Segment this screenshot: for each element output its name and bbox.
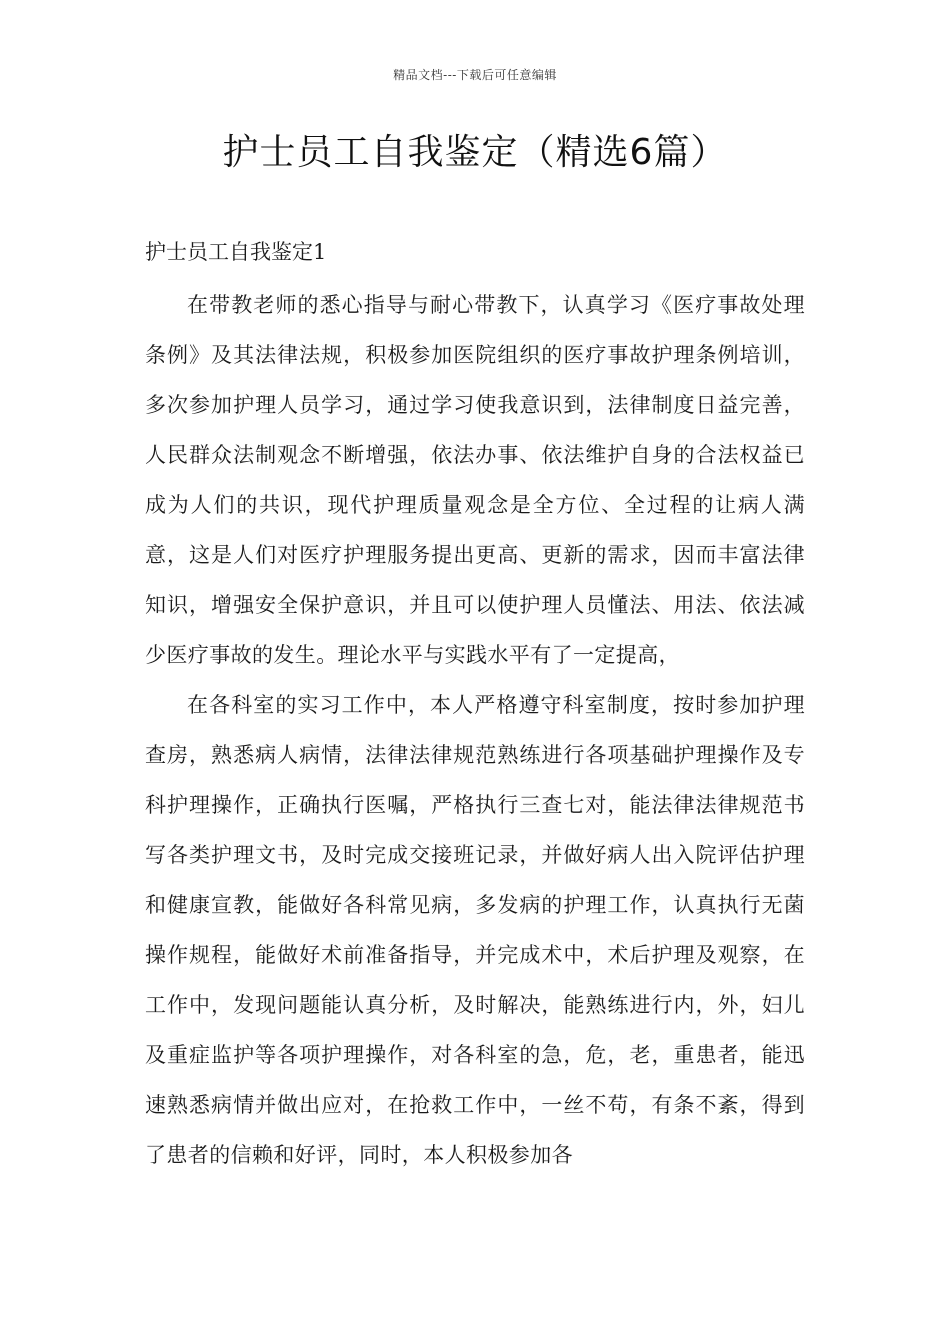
document-title: 护士员工自我鉴定（精选6篇） (222, 132, 728, 173)
paragraph: 在带教老师的悉心指导与耐心带教下，认真学习《医疗事故处理条例》及其法律法规，积极参加医院组织的医疗事故护理条例培训，多次参加护理人员学习，通过学习使我意识到，法律制度日益完善，人民群众法制观念不断增强，依法办事、依法维护自身的合法权益已成为人们的共识，现代护理质量观念是全方位、全过程的让病人满意，这是人们对医疗护理服务提出更高、更新的需求，因而丰富法律知识，增强安全保护意识，并且可以使护理人员懂法、用法、依法减少医疗事故的发生。理论水平与实践水平有了一定提高， (145, 293, 805, 667)
section-heading: 护士员工自我鉴定1 (145, 240, 327, 264)
paragraph: 在各科室的实习工作中，本人严格遵守科室制度，按时参加护理查房，熟悉病人病情，法律法律规范熟练进行各项基础护理操作及专科护理操作，正确执行医嘱，严格执行三查七对，能法律法律规范书写各类护理文书，及时完成交接班记录，并做好病人出入院评估护理和健康宣教，能做好各科常见病，多发病的护理工作，认真执行无菌操作规程，能做好术前准备指导，并完成术中，术后护理及观察，在工作中，发现问题能认真分析，及时解决，能熟练进行内，外，妇儿及重症监护等各项护理操作，对各科室的急，危，老，重患者，能迅速熟悉病情并做出应对，在抢救工作中，一丝不苟，有条不紊，得到了患者的信赖和好评，同时，本人积极参加各 (145, 693, 805, 1167)
header-note: 精品文档---下载后可任意编辑 (393, 68, 557, 82)
body-text (145, 280, 805, 1180)
